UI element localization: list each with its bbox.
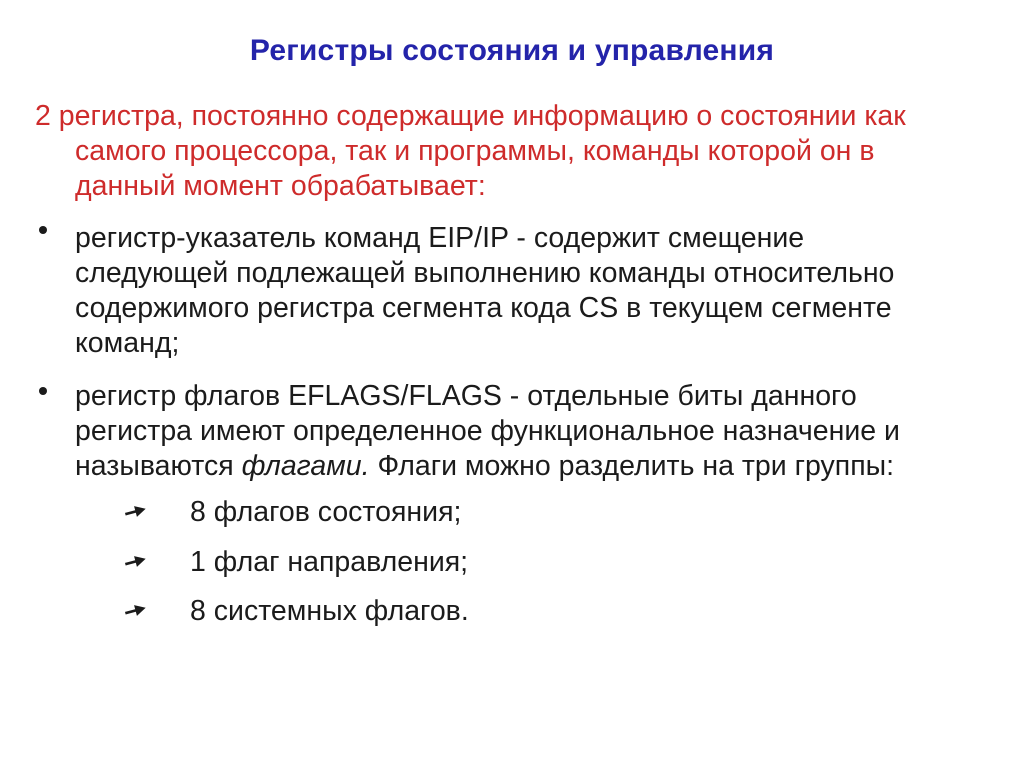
arrow-right-icon	[122, 598, 149, 622]
bullet-line: регистр флагов EFLAGS/FLAGS - отдельные биты данного	[75, 380, 857, 412]
bullet-item-eflags	[75, 379, 900, 484]
bullet-line-segment-italic: флагами.	[241, 450, 370, 482]
bullet-line: регистр-указатель команд EIP/IP - содержит смещение	[75, 222, 805, 254]
bullet-line-segment: Флаги можно разделить на три группы:	[369, 450, 895, 482]
intro-paragraph	[35, 99, 906, 204]
arrow-right-icon	[122, 499, 149, 523]
bullet-line: следующей подлежащей выполнению команды относительно	[75, 257, 895, 289]
bullet-dot-icon	[39, 387, 47, 395]
sub-bullet-label: 1 флаг направления;	[190, 546, 469, 578]
bullet-line	[75, 449, 900, 484]
bullet-line: содержимого регистра сегмента кода CS в текущем сегменте	[75, 292, 892, 324]
bullet-line: команд;	[75, 327, 180, 359]
bullet-dot-icon	[39, 226, 47, 234]
sub-bullet-label: 8 флагов состояния;	[190, 496, 462, 528]
bullet-item-eip	[75, 221, 894, 361]
sub-bullet-label: 8 системных флагов.	[190, 595, 469, 627]
bullet-line-segment: называются	[75, 450, 242, 482]
slide-title: Регистры состояния и управления	[249, 34, 775, 67]
intro-line-1: 2 регистра, постоянно содержащие информацию о состоянии как	[35, 100, 906, 132]
bullet-line: регистра имеют определенное функциональное назначение и	[75, 415, 900, 447]
intro-line-3: данный момент обрабатывает:	[75, 170, 486, 202]
intro-line-2: самого процессора, так и программы, команды которой он в	[75, 135, 875, 167]
arrow-right-icon	[122, 549, 149, 573]
